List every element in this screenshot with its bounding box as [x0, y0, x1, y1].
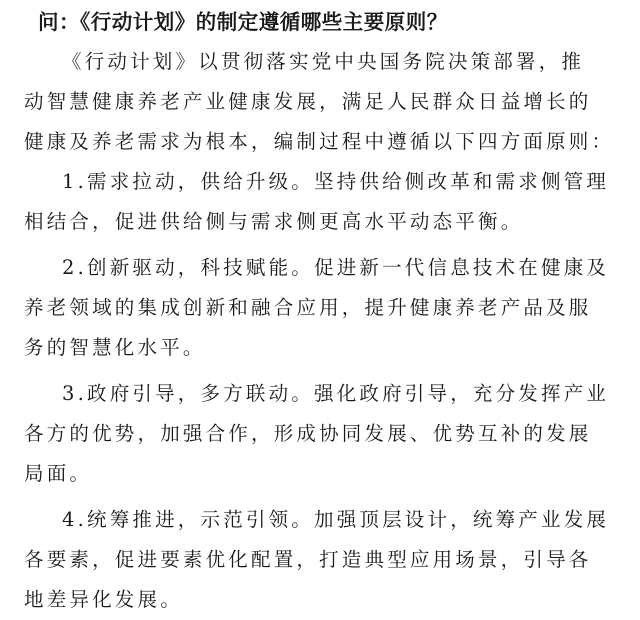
- question-heading: 问：《行动计划》的制定遵循哪些主要原则？: [38, 10, 448, 34]
- principle-line: 各方的优势，加强合作，形成协同发展、优势互补的发展: [24, 422, 592, 445]
- intro-line: 健康及养老需求为根本，编制过程中遵循以下四方面原则：: [24, 130, 615, 153]
- principle-line: 养老领域的集成创新和融合应用，提升健康养老产品及服: [24, 296, 592, 319]
- intro-line: 动智慧健康养老产业健康发展，满足人民群众日益增长的: [24, 90, 592, 113]
- principle-3: [24, 374, 616, 494]
- principle-line: 2.创新驱动，科技赋能。促进新一代信息技术在健康及: [62, 256, 610, 279]
- principle-line: 4.统筹推进，示范引领。加强顶层设计，统筹产业发展: [62, 508, 610, 531]
- principle-1: [24, 162, 616, 242]
- principle-line: 3.政府引导，多方联动。强化政府引导，充分发挥产业: [62, 382, 610, 405]
- principle-2: [24, 248, 616, 368]
- principle-line: 局面。: [24, 462, 93, 485]
- principle-line: 1.需求拉动，供给升级。坚持供给侧改革和需求侧管理: [62, 170, 610, 193]
- principle-4: [24, 500, 616, 620]
- principle-line: 各要素，促进要素优化配置，打造典型应用场景，引导各: [24, 548, 592, 571]
- principle-line: 相结合，促进供给侧与需求侧更高水平动态平衡。: [24, 210, 524, 233]
- principle-line: 务的智慧化水平。: [24, 336, 206, 359]
- intro-paragraph: [24, 42, 616, 162]
- principle-line: 地差异化发展。: [24, 588, 183, 611]
- intro-line: 《行动计划》以贯彻落实党中央国务院决策部署，推: [62, 50, 585, 73]
